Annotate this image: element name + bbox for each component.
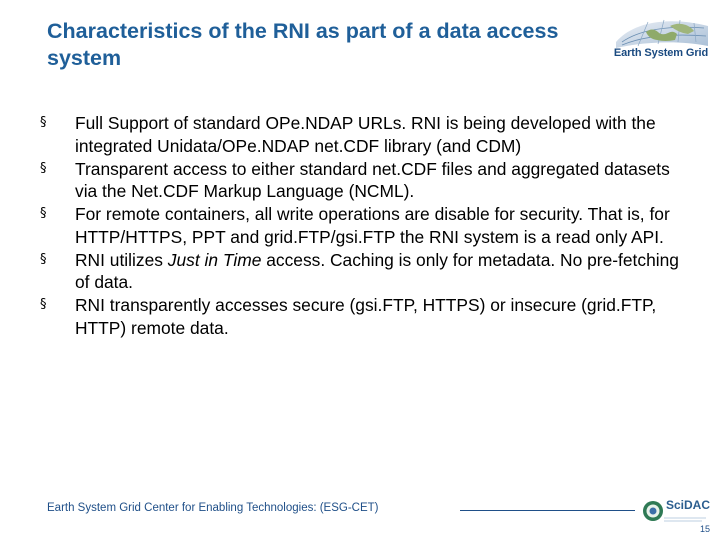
bullet-item	[40, 112, 680, 157]
bullet-item	[40, 249, 680, 294]
bullet-item	[40, 294, 680, 339]
footer-divider	[460, 510, 635, 511]
scidac-logo	[642, 496, 710, 526]
bullet-text: Transparent access to either standard net.CDF files and aggregated datasets via the Net.CDF Markup Language (NCML).	[75, 158, 670, 202]
footer-text: Earth System Grid Center for Enabling Technologies: (ESG-CET)	[47, 502, 379, 514]
bullet-text: Full Support of standard OPe.NDAP URLs. RNI is being developed with the integrated Unidata/OPe.NDAP net.CDF library (and CDM)	[75, 113, 656, 156]
slide-title: Characteristics of the RNI as part of a data access system	[47, 19, 559, 70]
bullet-list	[40, 112, 680, 340]
globe-grid-icon	[608, 12, 714, 52]
bullet-marker-icon: §	[40, 251, 47, 267]
earth-system-grid-logo	[608, 12, 714, 72]
bullet-marker-icon: §	[40, 160, 47, 176]
bullet-text: For remote containers, all write operations are disable for security. That is, for HTTP/HTTPS, PPT and grid.FTP/gsi.FTP the RNI system is a read only API.	[75, 204, 670, 247]
bullet-marker-icon: §	[40, 115, 47, 130]
bullet-marker-icon: §	[40, 206, 47, 222]
bullet-item	[40, 203, 680, 248]
bullet-text: RNI utilizes Just in Time access. Caching is only for metadata. No pre-fetching of data.	[75, 249, 679, 293]
bullet-item	[40, 158, 680, 203]
logo-text: Earth System Grid	[613, 47, 709, 59]
emphasis-text: Just in Time	[167, 249, 262, 270]
bullet-marker-icon: §	[40, 297, 47, 313]
scidac-logo-text: SciDAC	[666, 498, 711, 512]
page-number: 15	[699, 524, 710, 534]
bullet-text: RNI transparently accesses secure (gsi.FTP, HTTPS) or insecure (grid.FTP, HTTP) remote data.	[75, 295, 657, 338]
